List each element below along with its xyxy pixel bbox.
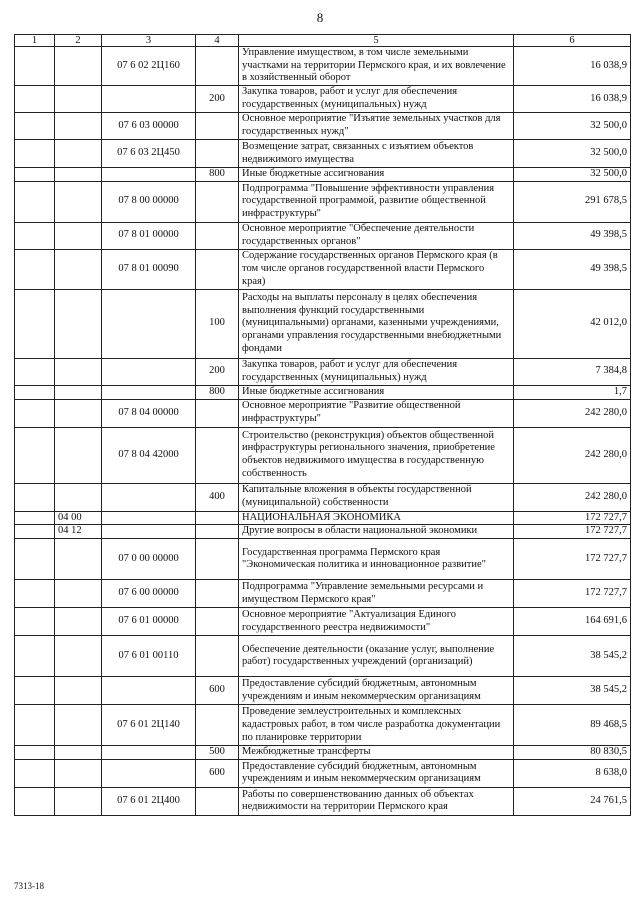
- cell-section-code: [55, 580, 102, 608]
- cell-description: Основное мероприятие "Обеспечение деятельности государственных органов": [239, 222, 514, 249]
- cell-target-article: 07 0 00 00000: [102, 539, 196, 580]
- cell-amount: 242 280,0: [514, 399, 631, 427]
- table-row: [15, 636, 631, 677]
- cell-expense-type: [196, 113, 239, 140]
- cell-target-article: 07 8 00 00000: [102, 181, 196, 222]
- cell-description: Проведение землеустроительных и комплексных кадастровых работ, в том числе разработка документации по планировке территории: [239, 705, 514, 746]
- cell-section-number: [15, 385, 55, 399]
- cell-amount: 16 038,9: [514, 47, 631, 86]
- cell-expense-type: [196, 636, 239, 677]
- cell-amount: 38 545,2: [514, 636, 631, 677]
- document-code: 7313-18: [14, 881, 44, 891]
- cell-expense-type: 200: [196, 358, 239, 385]
- table-row: [15, 113, 631, 140]
- cell-expense-type: [196, 511, 239, 525]
- table-row: [15, 787, 631, 815]
- cell-description: Содержание государственных органов Пермского края (в том числе органов государственной власти Пермского края): [239, 249, 514, 289]
- cell-description: Иные бюджетные ассигнования: [239, 385, 514, 399]
- cell-section-number: [15, 511, 55, 525]
- table-header-row: [15, 35, 631, 47]
- cell-target-article: [102, 483, 196, 511]
- cell-section-number: [15, 140, 55, 168]
- cell-section-code: [55, 746, 102, 760]
- cell-description: Предоставление субсидий бюджетным, автономным учреждениям и иным некоммерческим организациям: [239, 677, 514, 705]
- cell-amount: 32 500,0: [514, 113, 631, 140]
- table-row: [15, 168, 631, 182]
- cell-description: Государственная программа Пермского края "Экономическая политика и инновационное развитие": [239, 539, 514, 580]
- cell-section-number: [15, 636, 55, 677]
- table-row: [15, 539, 631, 580]
- cell-target-article: 07 6 02 2Ц160: [102, 47, 196, 86]
- cell-amount: 89 468,5: [514, 705, 631, 746]
- cell-amount: 7 384,8: [514, 358, 631, 385]
- table-row: [15, 525, 631, 539]
- cell-amount: 242 280,0: [514, 427, 631, 483]
- cell-target-article: [102, 677, 196, 705]
- cell-amount: 242 280,0: [514, 483, 631, 511]
- cell-target-article: [102, 289, 196, 358]
- cell-amount: 172 727,7: [514, 511, 631, 525]
- cell-target-article: 07 6 01 00000: [102, 608, 196, 636]
- cell-target-article: 07 8 01 00090: [102, 249, 196, 289]
- cell-amount: 24 761,5: [514, 787, 631, 815]
- cell-section-number: [15, 746, 55, 760]
- cell-section-code: [55, 399, 102, 427]
- cell-section-number: [15, 427, 55, 483]
- cell-expense-type: [196, 249, 239, 289]
- cell-expense-type: [196, 140, 239, 168]
- cell-description: Расходы на выплаты персоналу в целях обеспечения выполнения функций государственными (муниципальными) органами, казенными учреждениями, органами управления государственными внебюджетными фондами: [239, 289, 514, 358]
- table-row: [15, 580, 631, 608]
- cell-target-article: 07 8 04 42000: [102, 427, 196, 483]
- table-row: [15, 385, 631, 399]
- cell-amount: 32 500,0: [514, 140, 631, 168]
- cell-amount: 1,7: [514, 385, 631, 399]
- cell-section-code: [55, 483, 102, 511]
- cell-amount: 80 830,5: [514, 746, 631, 760]
- cell-description: Возмещение затрат, связанных с изъятием объектов недвижимого имущества: [239, 140, 514, 168]
- table-row: [15, 249, 631, 289]
- table-row: [15, 181, 631, 222]
- cell-description: Работы по совершенствованию данных об объектах недвижимости на территории Пермского края: [239, 787, 514, 815]
- cell-expense-type: [196, 47, 239, 86]
- cell-amount: 164 691,6: [514, 608, 631, 636]
- cell-description: Основное мероприятие "Изъятие земельных участков для государственных нужд": [239, 113, 514, 140]
- cell-amount: 16 038,9: [514, 86, 631, 113]
- cell-section-code: [55, 140, 102, 168]
- cell-expense-type: 600: [196, 759, 239, 787]
- cell-target-article: [102, 86, 196, 113]
- column-header: 6: [514, 35, 631, 47]
- cell-amount: 172 727,7: [514, 580, 631, 608]
- cell-section-number: [15, 358, 55, 385]
- table-row: [15, 399, 631, 427]
- cell-section-code: 04 12: [55, 525, 102, 539]
- table-row: [15, 677, 631, 705]
- cell-target-article: 07 8 04 00000: [102, 399, 196, 427]
- cell-section-number: [15, 168, 55, 182]
- cell-expense-type: [196, 399, 239, 427]
- cell-section-number: [15, 399, 55, 427]
- cell-expense-type: 800: [196, 168, 239, 182]
- table-row: [15, 222, 631, 249]
- cell-description: Предоставление субсидий бюджетным, автономным учреждениям и иным некоммерческим организациям: [239, 759, 514, 787]
- cell-amount: 172 727,7: [514, 525, 631, 539]
- cell-description: Межбюджетные трансферты: [239, 746, 514, 760]
- cell-target-article: [102, 385, 196, 399]
- cell-section-code: [55, 86, 102, 113]
- cell-description: Закупка товаров, работ и услуг для обеспечения государственных (муниципальных) нужд: [239, 358, 514, 385]
- cell-description: Капитальные вложения в объекты государственной (муниципальной) собственности: [239, 483, 514, 511]
- cell-target-article: 07 8 01 00000: [102, 222, 196, 249]
- cell-amount: 172 727,7: [514, 539, 631, 580]
- cell-section-code: [55, 385, 102, 399]
- cell-amount: 291 678,5: [514, 181, 631, 222]
- cell-description: Основное мероприятие "Развитие общественной инфраструктуры": [239, 399, 514, 427]
- cell-description: Иные бюджетные ассигнования: [239, 168, 514, 182]
- cell-section-number: [15, 759, 55, 787]
- cell-section-code: [55, 47, 102, 86]
- cell-description: Обеспечение деятельности (оказание услуг, выполнение работ) государственных учреждений (организаций): [239, 636, 514, 677]
- cell-section-number: [15, 677, 55, 705]
- cell-section-number: [15, 483, 55, 511]
- cell-section-number: [15, 787, 55, 815]
- cell-section-code: [55, 358, 102, 385]
- cell-description: Управление имуществом, в том числе земельными участками на территории Пермского края, и их вовлечение в хозяйственный оборот: [239, 47, 514, 86]
- cell-section-number: [15, 222, 55, 249]
- cell-section-code: [55, 289, 102, 358]
- cell-section-number: [15, 249, 55, 289]
- cell-target-article: 07 6 01 2Ц400: [102, 787, 196, 815]
- cell-section-number: [15, 181, 55, 222]
- cell-section-code: [55, 759, 102, 787]
- cell-amount: 49 398,5: [514, 249, 631, 289]
- cell-section-code: [55, 705, 102, 746]
- table-row: [15, 746, 631, 760]
- cell-section-number: [15, 86, 55, 113]
- cell-section-code: [55, 222, 102, 249]
- cell-section-code: [55, 427, 102, 483]
- cell-target-article: [102, 746, 196, 760]
- table-row: [15, 86, 631, 113]
- cell-amount: 38 545,2: [514, 677, 631, 705]
- cell-expense-type: [196, 181, 239, 222]
- cell-expense-type: [196, 222, 239, 249]
- table-row: [15, 358, 631, 385]
- cell-expense-type: [196, 608, 239, 636]
- cell-section-code: [55, 168, 102, 182]
- cell-section-number: [15, 289, 55, 358]
- cell-amount: 49 398,5: [514, 222, 631, 249]
- cell-target-article: [102, 358, 196, 385]
- cell-expense-type: 500: [196, 746, 239, 760]
- cell-target-article: 07 6 03 00000: [102, 113, 196, 140]
- cell-section-code: [55, 787, 102, 815]
- cell-target-article: [102, 168, 196, 182]
- cell-description: Другие вопросы в области национальной экономики: [239, 525, 514, 539]
- table-row: [15, 608, 631, 636]
- table-row: [15, 759, 631, 787]
- cell-section-number: [15, 580, 55, 608]
- column-header: 4: [196, 35, 239, 47]
- cell-expense-type: 100: [196, 289, 239, 358]
- cell-description: Закупка товаров, работ и услуг для обеспечения государственных (муниципальных) нужд: [239, 86, 514, 113]
- cell-target-article: [102, 525, 196, 539]
- cell-section-number: [15, 539, 55, 580]
- cell-section-number: [15, 705, 55, 746]
- cell-section-code: [55, 249, 102, 289]
- cell-expense-type: [196, 539, 239, 580]
- cell-target-article: [102, 759, 196, 787]
- cell-section-code: 04 00: [55, 511, 102, 525]
- table-row: [15, 483, 631, 511]
- column-header: 2: [55, 35, 102, 47]
- cell-target-article: 07 6 00 00000: [102, 580, 196, 608]
- cell-target-article: 07 6 01 00110: [102, 636, 196, 677]
- budget-table: [14, 34, 631, 816]
- table-row: [15, 289, 631, 358]
- cell-expense-type: 800: [196, 385, 239, 399]
- cell-expense-type: [196, 427, 239, 483]
- cell-expense-type: [196, 787, 239, 815]
- column-header: 1: [15, 35, 55, 47]
- cell-expense-type: 600: [196, 677, 239, 705]
- cell-section-number: [15, 113, 55, 140]
- cell-section-code: [55, 539, 102, 580]
- cell-amount: 42 012,0: [514, 289, 631, 358]
- cell-section-code: [55, 636, 102, 677]
- cell-amount: 8 638,0: [514, 759, 631, 787]
- cell-expense-type: 400: [196, 483, 239, 511]
- cell-expense-type: [196, 525, 239, 539]
- cell-expense-type: 200: [196, 86, 239, 113]
- cell-expense-type: [196, 705, 239, 746]
- cell-section-code: [55, 677, 102, 705]
- table-row: [15, 427, 631, 483]
- page-number: 8: [316, 10, 324, 25]
- cell-description: Строительство (реконструкция) объектов общественной инфраструктуры регионального значения, приобретение объектов недвижимого имущества в государственную собственность: [239, 427, 514, 483]
- table-row: [15, 140, 631, 168]
- table-row: [15, 511, 631, 525]
- cell-section-code: [55, 113, 102, 140]
- cell-section-code: [55, 608, 102, 636]
- cell-description: Подпрограмма "Повышение эффективности управления государственной программой, развитие общественной инфраструктуры": [239, 181, 514, 222]
- cell-section-number: [15, 47, 55, 86]
- cell-expense-type: [196, 580, 239, 608]
- cell-target-article: 07 6 01 2Ц140: [102, 705, 196, 746]
- column-header: 5: [239, 35, 514, 47]
- table-row: [15, 705, 631, 746]
- cell-description: Подпрограмма "Управление земельными ресурсами и имуществом Пермского края": [239, 580, 514, 608]
- cell-section-number: [15, 608, 55, 636]
- table-row: [15, 47, 631, 86]
- cell-section-number: [15, 525, 55, 539]
- cell-target-article: [102, 511, 196, 525]
- cell-description: Основное мероприятие "Актуализация Единого государственного реестра недвижимости": [239, 608, 514, 636]
- cell-amount: 32 500,0: [514, 168, 631, 182]
- cell-target-article: 07 6 03 2Ц450: [102, 140, 196, 168]
- column-header: 3: [102, 35, 196, 47]
- cell-description: НАЦИОНАЛЬНАЯ ЭКОНОМИКА: [239, 511, 514, 525]
- cell-section-code: [55, 181, 102, 222]
